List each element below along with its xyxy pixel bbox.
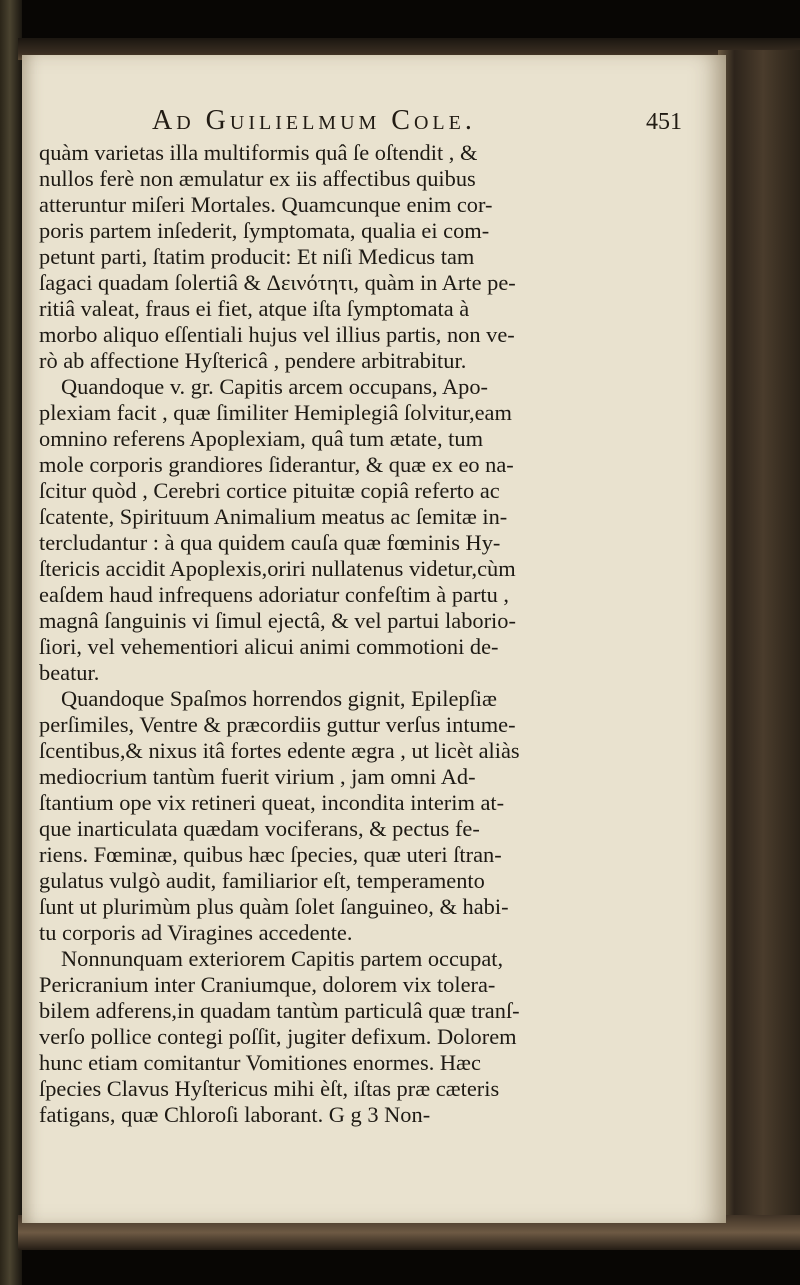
printed-page [22,55,726,1223]
text-line: ſcentibus,& nixus itâ fortes edente ægra , ut licèt aliàs [39,738,520,763]
text-line: tercludantur : à qua quidem cauſa quæ fœminis Hy- [39,530,501,555]
text-line: ſagaci quadam ſolertiâ & Δεινότητι, quàm in Arte pe- [39,270,516,295]
body-text [39,140,713,1128]
text-line: morbo aliquo eſſentiali hujus vel illius partis, non ve- [39,322,515,347]
text-line: ſtericis accidit Apoplexis,oriri nullatenus videtur,cùm [39,556,516,581]
text-line: mole corporis grandiores ſiderantur, & quæ ex eo na- [39,452,514,477]
text-line: magnâ ſanguinis vi ſimul ejectâ, & vel partui laborio- [39,608,516,633]
text-line: beatur. [39,660,100,685]
text-line: petunt parti, ſtatim producit: Et niſi Medicus tam [39,244,475,269]
text-line: riens. Fœminæ, quibus hæc ſpecies, quæ uteri ſtran- [39,842,502,867]
text-line: Pericranium inter Craniumque, dolorem vix tolera- [39,972,496,997]
text-line: bilem adferens,in quadam tantùm particulâ quæ tranſ- [39,998,520,1023]
text-line: Nonnunquam exteriorem Capitis partem occupat, [61,946,504,971]
text-line: perſimiles, Ventre & præcordiis guttur verſus intume- [39,712,516,737]
text-line: quàm varietas illa multiformis quâ ſe oſtendit , & [39,140,478,165]
text-line: Quandoque Spaſmos horrendos gignit, Epilepſiæ [61,686,497,711]
text-line: rò ab affectione Hyſtericâ , pendere arbitrabitur. [39,348,467,373]
text-line: poris partem inſederit, ſymptomata, qualia ei com- [39,218,490,243]
text-line: Quandoque v. gr. Capitis arcem occupans, Apo- [61,374,488,399]
cover-board-right [718,50,800,1240]
text-line: ſtantium ope vix retineri queat, incondita interim at- [39,790,505,815]
text-line: ſpecies Clavus Hyſtericus mihi èſt, iſtas præ cæteris [39,1076,500,1101]
text-line: ſcatente, Spirituum Animalium meatus ac ſemitæ in- [39,504,508,529]
page-header [22,105,726,145]
running-head: Ad Guilielmum Cole. [152,105,476,136]
text-line: tu corporis ad Viragines accedente. [39,920,353,945]
text-line: ritiâ valeat, fraus ei fiet, atque iſta ſymptomata à [39,296,470,321]
text-line: ſiori, vel vehementiori alicui animi commotioni de- [39,634,499,659]
text-line: hunc etiam comitantur Vomitiones enormes. Hæc [39,1050,481,1075]
text-line: gulatus vulgò audit, familiarior eſt, temperamento [39,868,485,893]
text-line: ſunt ut plurimùm plus quàm ſolet ſanguineo, & habi- [39,894,509,919]
text-line: atteruntur miſeri Mortales. Quamcunque enim cor- [39,192,493,217]
page-number: 451 [646,109,682,135]
text-line: plexiam facit , quæ ſimiliter Hemiplegiâ ſolvitur,eam [39,400,512,425]
text-line: nullos ferè non æmulatur ex iis affectibus quibus [39,166,476,191]
text-line: ſcitur quòd , Cerebri cortice pituitæ copiâ referto ac [39,478,500,503]
text-line: fatigans, quæ Chloroſi laborant. G g 3 Non- [39,1102,431,1127]
text-line: omnino referens Apoplexiam, quâ tum ætate, tum [39,426,483,451]
book-spine-edge [0,0,22,1285]
text-line: que inarticulata quædam vociferans, & pectus fe- [39,816,480,841]
text-line: mediocrium tantùm fuerit virium , jam omni Ad- [39,764,476,789]
text-line: verſo pollice contegi poſſit, jugiter defixum. Dolorem [39,1024,517,1049]
text-line: eaſdem haud infrequens adoriatur confeſtim à partu , [39,582,510,607]
